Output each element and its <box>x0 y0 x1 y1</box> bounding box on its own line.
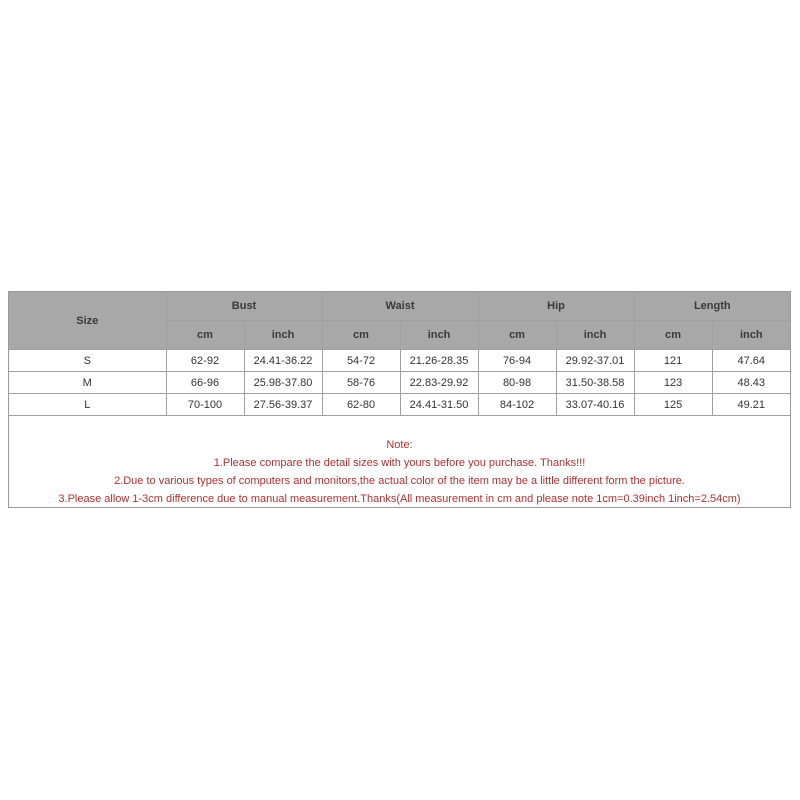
table-cell: 48.43 <box>712 372 790 394</box>
table-row <box>9 372 790 394</box>
table-cell: 25.98-37.80 <box>244 372 322 394</box>
size-cell: M <box>9 372 166 394</box>
unit-header: inch <box>556 321 634 350</box>
unit-header: inch <box>712 321 790 350</box>
hip-header: Hip <box>478 292 634 321</box>
table-cell: 70-100 <box>166 394 244 416</box>
table-cell: 54-72 <box>322 350 400 372</box>
table-cell: 22.83-29.92 <box>400 372 478 394</box>
table-row <box>9 350 790 372</box>
size-column-header: Size <box>9 292 166 350</box>
table-cell: 33.07-40.16 <box>556 394 634 416</box>
table-cell: 62-92 <box>166 350 244 372</box>
note-line-1: 1.Please compare the detail sizes with yours before you purchase. Thanks!!! <box>213 457 586 469</box>
unit-header: cm <box>478 321 556 350</box>
note-line-3: 3.Please allow 1-3cm difference due to manual measurement.Thanks(All measurement in cm and please note 1cm=0.39inch 1inch=2.54cm) <box>58 493 741 505</box>
note-title: Note: <box>386 439 413 451</box>
table-cell: 31.50-38.58 <box>556 372 634 394</box>
table-cell: 24.41-31.50 <box>400 394 478 416</box>
table-cell: 21.26-28.35 <box>400 350 478 372</box>
group-header-row <box>9 292 790 321</box>
table-cell: 29.92-37.01 <box>556 350 634 372</box>
bust-header: Bust <box>166 292 322 321</box>
length-header: Length <box>634 292 790 321</box>
unit-header: inch <box>400 321 478 350</box>
table-row <box>9 394 790 416</box>
unit-header: inch <box>244 321 322 350</box>
unit-header: cm <box>322 321 400 350</box>
table-cell: 49.21 <box>712 394 790 416</box>
table-cell: 66-96 <box>166 372 244 394</box>
size-table <box>9 292 790 416</box>
table-cell: 62-80 <box>322 394 400 416</box>
note-block <box>9 436 790 508</box>
table-cell: 76-94 <box>478 350 556 372</box>
table-cell: 24.41-36.22 <box>244 350 322 372</box>
table-cell: 27.56-39.37 <box>244 394 322 416</box>
size-cell: S <box>9 350 166 372</box>
table-cell: 121 <box>634 350 712 372</box>
size-cell: L <box>9 394 166 416</box>
unit-header: cm <box>166 321 244 350</box>
note-line-2: 2.Due to various types of computers and monitors,the actual color of the item may be a little different form the picture. <box>114 475 685 487</box>
table-cell: 58-76 <box>322 372 400 394</box>
table-cell: 47.64 <box>712 350 790 372</box>
size-chart <box>8 291 791 508</box>
table-cell: 84-102 <box>478 394 556 416</box>
table-cell: 80-98 <box>478 372 556 394</box>
table-cell: 123 <box>634 372 712 394</box>
waist-header: Waist <box>322 292 478 321</box>
unit-header: cm <box>634 321 712 350</box>
table-cell: 125 <box>634 394 712 416</box>
